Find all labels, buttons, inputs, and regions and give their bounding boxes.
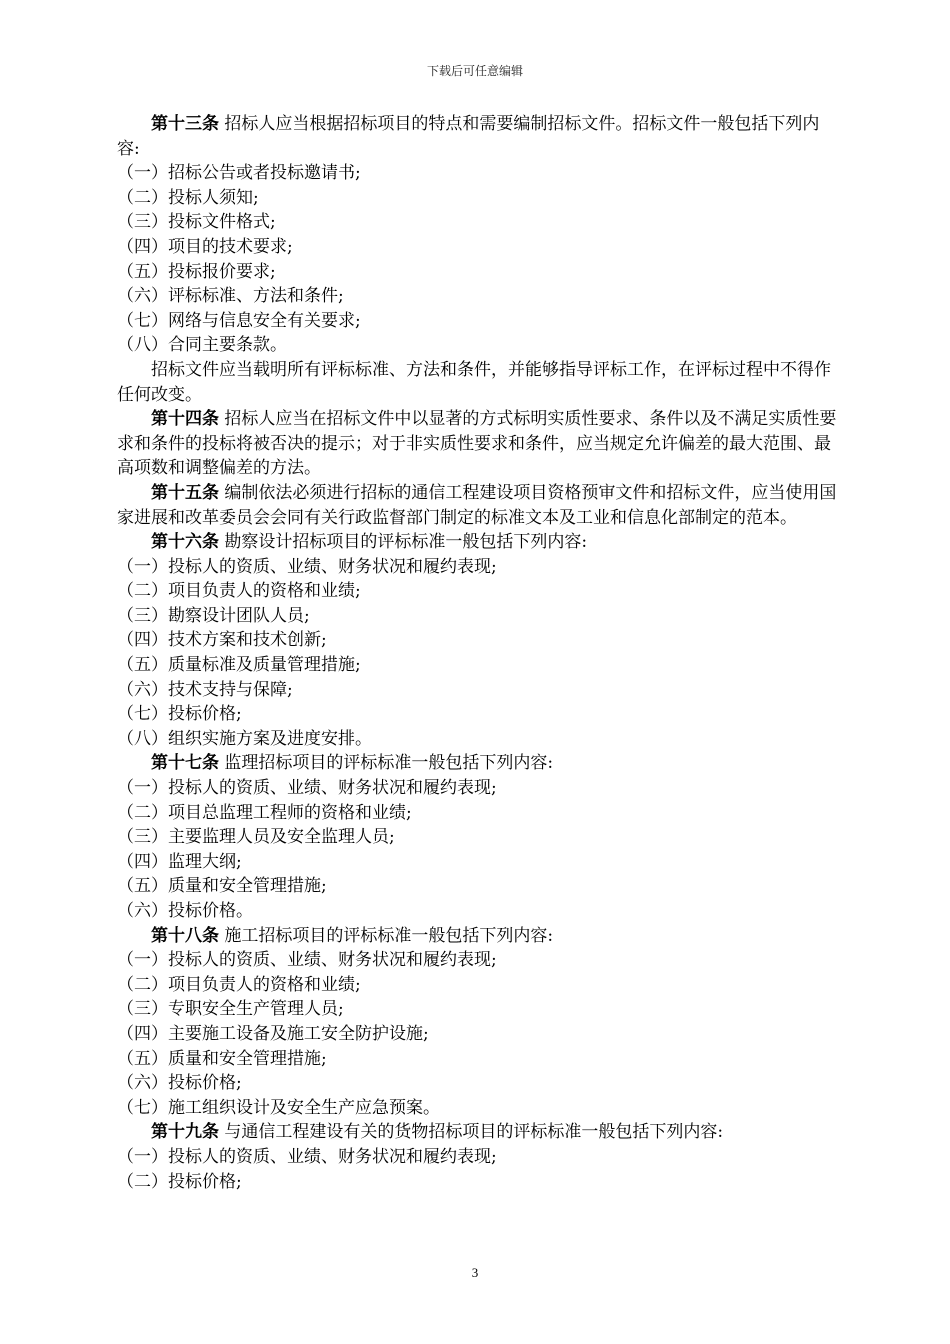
article-paragraph (117, 751, 839, 776)
list-item (117, 1170, 839, 1195)
list-item (117, 776, 839, 801)
paragraph-text: （二）项目负责人的资格和业绩; (117, 974, 361, 995)
article-paragraph (117, 112, 839, 161)
list-item (117, 1071, 839, 1096)
article-heading: 第十七条 (151, 753, 219, 774)
paragraph-text: 勘察设计招标项目的评标标准一般包括下列内容: (219, 532, 588, 553)
paragraph-text: （六）技术支持与保障; (117, 679, 293, 700)
paragraph-text: （一）投标人的资质、业绩、财务状况和履约表现; (117, 950, 497, 971)
paragraph-text: 编制依法必须进行招标的通信工程建设项目资格预审文件和招标文件，应当使用国家进展和改革委员会会同有关行政监督部门制定的标准文本及工业和信息化部制定的范本。 (117, 482, 837, 528)
list-item (117, 678, 839, 703)
paragraph-text: （一）投标人的资质、业绩、财务状况和履约表现; (117, 1146, 497, 1167)
list-item (117, 284, 839, 309)
paragraph-text: 与通信工程建设有关的货物招标项目的评标标准一般包括下列内容: (219, 1122, 724, 1143)
list-item (117, 1047, 839, 1072)
paragraph-text: （三）投标文件格式; (117, 212, 276, 233)
article-heading: 第十六条 (151, 532, 219, 553)
paragraph-text: （六）投标价格; (117, 1073, 242, 1094)
list-item (117, 702, 839, 727)
list-item (117, 653, 839, 678)
paragraph-text: （七）施工组织设计及安全生产应急预案。 (117, 1097, 440, 1118)
paragraph-text: （五）质量和安全管理措施; (117, 876, 327, 897)
paragraph-text: （二）投标人须知; (117, 187, 259, 208)
list-item (117, 948, 839, 973)
paragraph-text: （四）主要施工设备及施工安全防护设施; (117, 1023, 429, 1044)
paragraph-text: （二）项目总监理工程师的资格和业绩; (117, 802, 412, 823)
paragraph-text: （一）投标人的资质、业绩、财务状况和履约表现; (117, 778, 497, 799)
paragraph-text: （五）质量和安全管理措施; (117, 1048, 327, 1069)
list-item (117, 628, 839, 653)
list-item (117, 1145, 839, 1170)
article-paragraph (117, 924, 839, 949)
article-heading: 第十九条 (151, 1122, 219, 1143)
list-item (117, 973, 839, 998)
paragraph-text: （二）项目负责人的资格和业绩; (117, 581, 361, 602)
paragraph-text: （二）投标价格; (117, 1171, 242, 1192)
paragraph-text: （五）投标报价要求; (117, 261, 276, 282)
paragraph (117, 358, 839, 407)
list-item (117, 850, 839, 875)
paragraph-text: 监理招标项目的评标标准一般包括下列内容: (219, 753, 554, 774)
paragraph-text: （八）合同主要条款。 (117, 335, 287, 356)
paragraph-text: （七）网络与信息安全有关要求; (117, 310, 361, 331)
paragraph-text: 招标人应当在招标文件中以显著的方式标明实质性要求、条件以及不满足实质性要求和条件的投标将被否决的提示；对于非实质性要求和条件，应当规定允许偏差的最大范围、最高项数和调整偏差的方法。 (117, 409, 837, 479)
list-item (117, 161, 839, 186)
article-paragraph (117, 407, 839, 481)
list-item (117, 333, 839, 358)
page-number: 3 (471, 1265, 479, 1280)
paragraph-text: （一）招标公告或者投标邀请书; (117, 163, 361, 184)
list-item (117, 727, 839, 752)
list-item (117, 555, 839, 580)
article-heading: 第十五条 (151, 482, 219, 503)
paragraph-text: （四）监理大纲; (117, 851, 242, 872)
list-item (117, 899, 839, 924)
list-item (117, 801, 839, 826)
list-item (117, 186, 839, 211)
paragraph-text: （七）投标价格; (117, 704, 242, 725)
list-item (117, 210, 839, 235)
list-item (117, 235, 839, 260)
article-heading: 第十八条 (151, 925, 219, 946)
list-item (117, 997, 839, 1022)
article-heading: 第十四条 (151, 409, 219, 430)
paragraph-text: （六）评标标准、方法和条件; (117, 286, 344, 307)
article-paragraph (117, 530, 839, 555)
article-paragraph (117, 481, 839, 530)
paragraph-text: 招标文件应当载明所有评标标准、方法和条件，并能够指导评标工作，在评标过程中不得作任何改变。 (117, 359, 831, 405)
paragraph-text: （三）勘察设计团队人员; (117, 605, 310, 626)
list-item (117, 579, 839, 604)
paragraph-text: （三）专职安全生产管理人员; (117, 999, 344, 1020)
paragraph-text: （八）组织实施方案及进度安排。 (117, 728, 372, 749)
paragraph-text: （四）项目的技术要求; (117, 236, 293, 257)
paragraph-text: （五）质量标准及质量管理措施; (117, 655, 361, 676)
list-item (117, 825, 839, 850)
list-item (117, 1096, 839, 1121)
page-header: 下载后可任意编辑 (426, 64, 523, 78)
list-item (117, 874, 839, 899)
paragraph-text: 施工招标项目的评标标准一般包括下列内容: (219, 925, 554, 946)
paragraph-text: （六）投标价格。 (117, 901, 253, 921)
paragraph-text: 招标人应当根据招标项目的特点和需要编制招标文件。招标文件一般包括下列内容: (117, 114, 820, 159)
list-item (117, 309, 839, 334)
paragraph-text: （三）主要监理人员及安全监理人员; (117, 827, 395, 848)
document-body (117, 112, 839, 1194)
list-item (117, 604, 839, 629)
paragraph-text: （一）投标人的资质、业绩、财务状况和履约表现; (117, 556, 497, 577)
article-heading: 第十三条 (151, 114, 219, 134)
paragraph-text: （四）技术方案和技术创新; (117, 630, 327, 651)
list-item (117, 260, 839, 285)
article-paragraph (117, 1120, 839, 1145)
list-item (117, 1022, 839, 1047)
